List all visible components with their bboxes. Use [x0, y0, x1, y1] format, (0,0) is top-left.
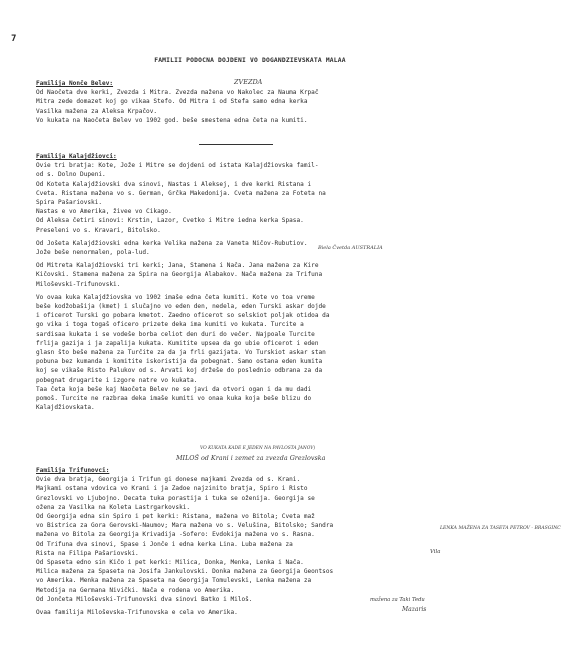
text-line: Spira Pašariovski. — [36, 199, 103, 207]
text-line: Kičovski. Stamena mažena za Spira na Georgija Alabakov. Nača mažena za Trifuna — [36, 271, 323, 279]
text-line: Od Naočeta dve kerki, Zvezda i Mitra. Zvezda mažena vo Nakolec za Nauma Krpač — [36, 89, 319, 97]
text-line: Od Mitreta Kalajdžiovski tri kerki; Jana, Stamena i Nača. Jana mažena za Kire — [36, 262, 319, 270]
text-line: koj se vikaše Risto Palukov od s. Arvati koj držeše do poslednio odbrana za da — [36, 367, 323, 375]
handwritten-note: Mazaris — [402, 606, 427, 613]
page-number: 7 — [11, 34, 17, 44]
text-line: vo Bistrica za Gora Gerovski-Naumov; Mara mažena vo s. Velušina, Bitolsko; Sandra — [36, 522, 334, 530]
page-title: FAMILII PODOCNA DOJDENI VO DOGANDZIEVSKATA MALAA — [154, 57, 346, 64]
text-line: Grezlovski vo Ljubojno. Decata tuka porastija i tuka se oženija. Georgija se — [36, 494, 315, 502]
text-line: go vika i toga togaš oficero prizete deka ima kumiti vo kukata. Turcite a — [36, 321, 304, 329]
text-line: Metodija na Germana Nivički. Nača e rodena vo Amerika. — [36, 586, 235, 594]
text-line: od s. Dolno Dupeni. — [36, 171, 106, 179]
text-line: Mitra zede domazet koj go vikaa Stefo. Od Mitra i od Stefa samo edna kerka — [36, 98, 308, 106]
section-heading: Familija Nonče Belev: — [36, 80, 114, 87]
text-line: Majkami ostana vdovica vo Krani i ja Zadoe najzinito bratja, Spiro i Risto — [36, 485, 308, 493]
handwritten-note: MILOŠ od Krani i zemet za zvezda Grezlovska — [176, 454, 326, 462]
text-line: Milica mažena za Spaseta na Josifa Jankulovski. Donka mažena za Georgija Geontsos — [36, 568, 334, 576]
text-line: Rista na Filipa Pašariovski. — [36, 549, 139, 557]
text-line: vo Amerika. Menka mažena za Spaseta na Georgija Tomulevski, Lenka mažena za — [36, 577, 312, 585]
text-line: pobuna bez kumanda i komitite iskoristija da pobegnat. Samo ostana eden kumita — [36, 358, 323, 366]
text-line: Od Koteta Kalajdžiovski dva sinovi, Nastas i Aleksej, i dve kerki Ristana i — [36, 180, 312, 188]
text-line: pobegnat drugarite i izgore natre vo kukata. — [36, 376, 198, 384]
text-line: Od Spaseta edno sin Kičo i pet kerki: Milica, Donka, Menka, Lenka i Nača. — [36, 559, 304, 567]
text-line: Od Jošeta Kalajdžiovski edna kerka Velika mažena za Vaneta Ničov-Rubutiov. — [36, 239, 308, 247]
section-kalajdziovci — [36, 152, 330, 412]
text-line: Miloševski-Trifunovski. — [36, 280, 121, 288]
text-line: Ovie tri bratja: Kote, Jože i Mitre se dojdeni od istata Kalajdžiovska famil- — [36, 162, 319, 170]
divider — [199, 144, 273, 145]
text-line: beše kodžobašija (kmet) i slučajno vo eden den, nedela, eden Turski askar dojde — [36, 303, 326, 311]
handwritten-note: Biela Čvetda AUSTRALIA — [318, 245, 383, 251]
text-line: frlija gazija i ja zapalija kukata. Kumitite upsea da go ubie oficerot i eden — [36, 339, 319, 347]
text-line: Preseleni vo s. Kravari, Bitolsko. — [36, 226, 161, 234]
text-line: Vo kukata na Naočeta Belev vo 1902 god. beše smestena edna četa na kumiti. — [36, 116, 308, 124]
section-trifunovci — [36, 466, 333, 617]
text-line: Nastas e vo Amerika, živee vo Cikago. — [36, 208, 172, 216]
handwritten-note: VO KUKATA KADE E JEDEN NA PAVLOSTA JANOV) — [200, 446, 316, 451]
handwritten-note: ZVEZDA — [234, 78, 263, 86]
text-line: Vasilka mažena za Aleksa Krpačov. — [36, 107, 158, 115]
text-line: Kalajdžiovskata. — [36, 404, 95, 412]
text-line: sardisaa kukata i se vodeše borba celiot den duri do večer. Najpoale Turcite — [36, 330, 315, 338]
text-line: Cveta. Ristana mažena vo s. German, Grčka Makedonija. Cveta mažena za Foteta na — [36, 189, 326, 197]
text-line: Od Georgija edna sin Spiro i pet kerki: Ristana, mažena vo Bitola; Cveta maž — [36, 513, 315, 521]
text-line: Taa četa koja beše kaj Naočeta Belev ne se javi da otvori ogan i da mu dadi — [36, 385, 312, 393]
text-line: glasn što beše mažena za Turčite za da ja frli gazijata. Vo Turskiot askar stan — [36, 349, 326, 357]
text-line: Od Trifuna dva sinovi, Spase i Jonče i edna kerka Lina. Luba mažena za — [36, 540, 293, 548]
handwritten-note: LENKA MAŽENA ZA TASETA PETROV - BRASGINC — [440, 526, 561, 531]
text-line: Ovaa familija Miloševska-Trifunovska e cela vo Amerika. — [36, 609, 238, 617]
text-line: Od Aleksa četiri sinovi: Krstin, Lazor, Cvetko i Mitre iedna kerka Spasa. — [36, 217, 304, 225]
section-heading: Familija Trifunovci: — [36, 467, 110, 474]
section-belev — [36, 79, 319, 125]
text-line: Od Jončeta Miloševski-Trifunovski dva sinovi Batko i Miloš. — [36, 595, 253, 603]
text-line: ožena za Vasilka na Koleta Lastrgarkovski. — [36, 503, 191, 511]
text-line: pomoš. Turcite ne razbraa deka imaše kumiti vo onaa kuka koja beše blizu do — [36, 395, 312, 403]
section-heading: Familija Kalajdžiovci: — [36, 153, 117, 160]
text-line: mažena vo Bitola za Georgija Krivadija -Sofero: Evdokija mažena vo s. Rasna. — [36, 531, 315, 539]
handwritten-note: mažena za Taki Tedu — [370, 597, 425, 603]
handwritten-note: Vila — [430, 549, 441, 555]
text-line: Jože beše nenormalen, pola-lud. — [36, 249, 150, 257]
text-line: Ovie dva bratja, Georgija i Trifun gi donese majkami Zvezda od s. Krani. — [36, 476, 301, 484]
text-line: i oficerot Turski go pobara kmetot. Zaedno oficerot so selskiot poljak otidoa da — [36, 312, 330, 320]
text-line: Vo ovaa kuka Kalajdžiovska vo 1902 imaše edna četa kumiti. Kote vo toa vreme — [36, 293, 315, 301]
